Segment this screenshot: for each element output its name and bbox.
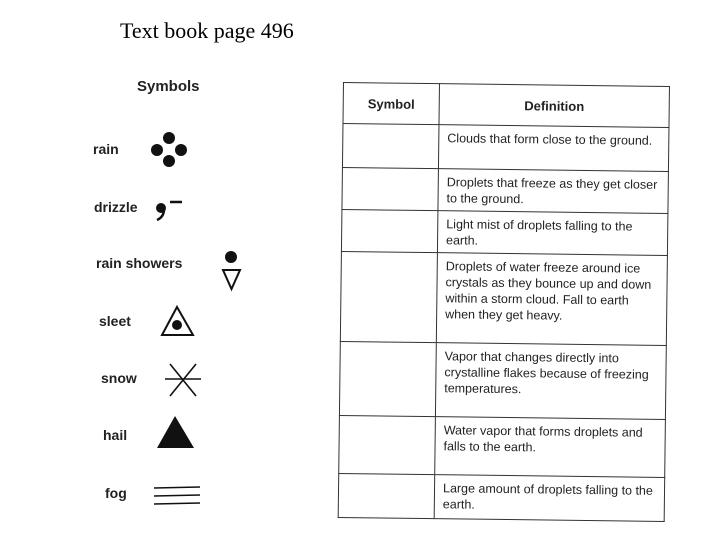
symbol-cell[interactable]	[338, 473, 435, 518]
sleet-icon	[160, 304, 196, 338]
symbol-label-hail: hail	[103, 427, 128, 443]
hail-icon	[155, 414, 197, 450]
definition-cell: Droplets that freeze as they get closer to the ground.	[438, 169, 668, 214]
definition-table	[338, 82, 670, 522]
definition-cell: Large amount of droplets falling to the earth.	[434, 475, 665, 522]
symbols-heading: Symbols	[137, 78, 200, 95]
symbol-cell[interactable]	[341, 209, 438, 252]
symbol-cell[interactable]	[342, 167, 439, 210]
symbol-label-snow: snow	[101, 370, 137, 386]
table-row	[342, 124, 669, 172]
symbol-cell[interactable]	[340, 251, 437, 342]
table-row	[341, 209, 667, 255]
symbol-label-fog: fog	[105, 485, 127, 501]
table-row	[339, 341, 666, 419]
table-row	[339, 415, 666, 477]
symbol-cell[interactable]	[339, 415, 436, 474]
definition-table-wrapper	[338, 82, 670, 526]
table-header-row	[343, 83, 669, 128]
definition-cell: Vapor that changes directly into crystalline flakes because of freezing temperatures.	[435, 343, 666, 420]
symbol-label-sleet: sleet	[99, 313, 131, 329]
rain-showers-icon	[218, 248, 246, 293]
definition-column-header: Definition	[439, 84, 669, 128]
symbol-cell[interactable]	[339, 341, 436, 416]
symbol-column-header: Symbol	[343, 83, 439, 125]
page-caption: Text book page 496	[120, 18, 294, 43]
table-row	[342, 167, 668, 213]
table-row	[340, 251, 667, 345]
rain-icon	[148, 130, 190, 170]
symbol-label-rain: rain	[93, 141, 119, 157]
drizzle-icon	[150, 193, 190, 223]
fog-icon	[152, 484, 202, 512]
definition-cell: Droplets of water freeze around ice crystals as they bounce up and down within a storm cloud. Fall to earth when they get heavy.	[436, 253, 667, 346]
snow-icon	[160, 359, 206, 401]
table-row	[338, 473, 665, 521]
symbol-cell[interactable]	[342, 124, 439, 169]
symbol-label-rain-showers: rain showers	[96, 255, 183, 271]
definition-cell: Light mist of droplets falling to the earth.	[437, 211, 667, 256]
definition-cell: Water vapor that forms droplets and falls to the earth.	[435, 417, 666, 478]
symbol-label-drizzle: drizzle	[94, 199, 138, 215]
definition-cell: Clouds that form close to the ground.	[438, 125, 669, 172]
